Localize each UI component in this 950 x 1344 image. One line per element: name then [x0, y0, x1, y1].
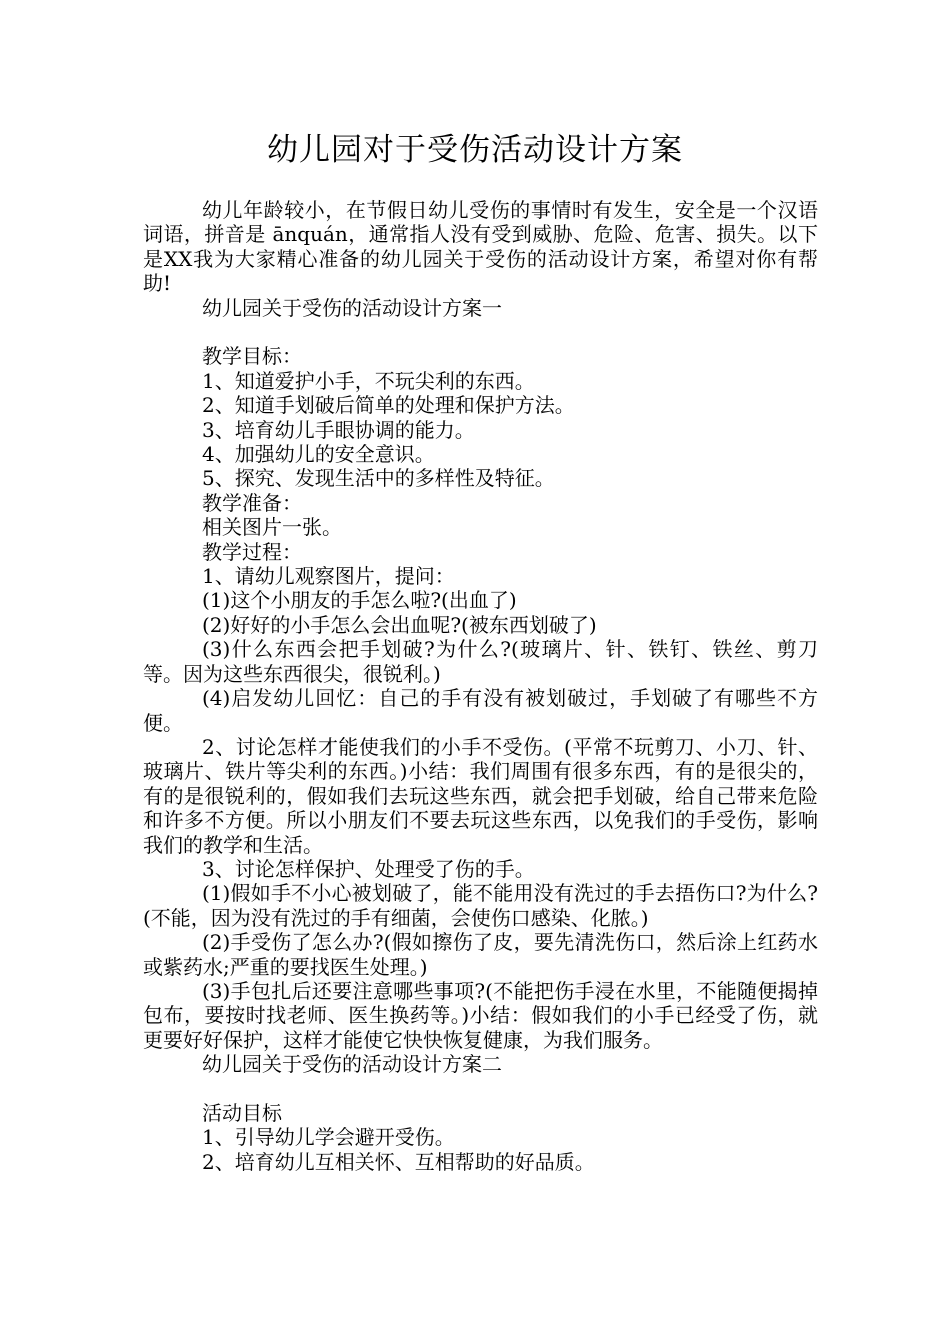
plan2-goal-item: 2、培育幼儿互相关怀、互相帮助的好品质。: [202, 1149, 595, 1174]
plan1-goals-label: 教学目标：: [202, 344, 302, 369]
plan1-question: (3)手包扎后还要注意哪些事项?(不能把伤手浸在水里，不能随便揭掉包布，要按时找老师、医生换药等。)小结：假如我们的小手已经受了伤，就更要好好保护，这样才能使它快快恢复健康，为我们服务。: [143, 978, 818, 1052]
plan1-step: 3、讨论怎样保护、处理受了伤的手。: [202, 856, 535, 881]
plan1-question: (2)手受伤了怎么办?(假如擦伤了皮，要先清洗伤口，然后涂上红药水或紫药水;严重的要找医生处理。): [143, 930, 818, 979]
plan1-question: (2)好好的小手怎么会出血呢?(被东西划破了): [202, 612, 597, 637]
plan1-prep: 相关图片一张。: [202, 515, 342, 540]
plan1-question: (4)启发幼儿回忆：自己的手有没有被划破过，手划破了有哪些不方便。: [143, 686, 818, 735]
plan1-goal-item: 2、知道手划破后简单的处理和保护方法。: [202, 393, 575, 418]
plan2-goals-label: 活动目标: [202, 1101, 282, 1125]
document-title: 幼儿园对于受伤活动设计方案: [267, 132, 683, 168]
plan1-goal-item: 3、培育幼儿手眼协调的能力。: [202, 417, 475, 442]
document-body: [143, 198, 818, 1174]
plan1-goal-item: 5、探究、发现生活中的多样性及特征。: [202, 466, 555, 491]
blank-line: [143, 320, 818, 344]
plan2-heading: 幼儿园关于受伤的活动设计方案二: [202, 1052, 502, 1077]
plan1-question: (1)这个小朋友的手怎么啦?(出血了): [202, 588, 517, 613]
plan1-goal-item: 1、知道爱护小手，不玩尖利的东西。: [202, 368, 535, 393]
plan1-question: (1)假如手不小心被划破了，能不能用没有洗过的手去捂伤口?为什么?(不能，因为没有洗过的手有细菌，会使伤口感染、化脓。): [143, 881, 818, 930]
plan2-goal-item: 1、引导幼儿学会避开受伤。: [202, 1125, 455, 1150]
plan1-heading: 幼儿园关于受伤的活动设计方案一: [202, 295, 502, 320]
plan1-process-label: 教学过程：: [202, 539, 302, 564]
plan1-step: 1、请幼儿观察图片，提问：: [202, 564, 455, 589]
plan1-step: 2、讨论怎样才能使我们的小手不受伤。(平常不玩剪刀、小刀、针、玻璃片、铁片等尖利的东西。)小结：我们周围有很多东西，有的是很尖的，有的是很锐利的，假如我们去玩这些东西，就会把手划破，给自己带来危险和许多不方便。所以小朋友们不要去玩这些东西，以免我们的手受伤，影响我们的教学和生活。: [143, 734, 818, 857]
plan1-question: (3)什么东西会把手划破?为什么?(玻璃片、针、铁钉、铁丝、剪刀等。因为这些东西很尖，很锐利。): [143, 637, 818, 686]
intro-paragraph: 幼儿年龄较小，在节假日幼儿受伤的事情时有发生，安全是一个汉语词语，拼音是 ānquán，通常指人没有受到威胁、危险、危害、损失。以下是XX我为大家精心准备的幼儿园关于受伤的活动设计方案，希望对你有帮助!: [143, 198, 818, 296]
blank-line: [143, 1077, 818, 1101]
plan1-goal-item: 4、加强幼儿的安全意识。: [202, 442, 435, 467]
plan1-prep-label: 教学准备：: [202, 490, 302, 515]
